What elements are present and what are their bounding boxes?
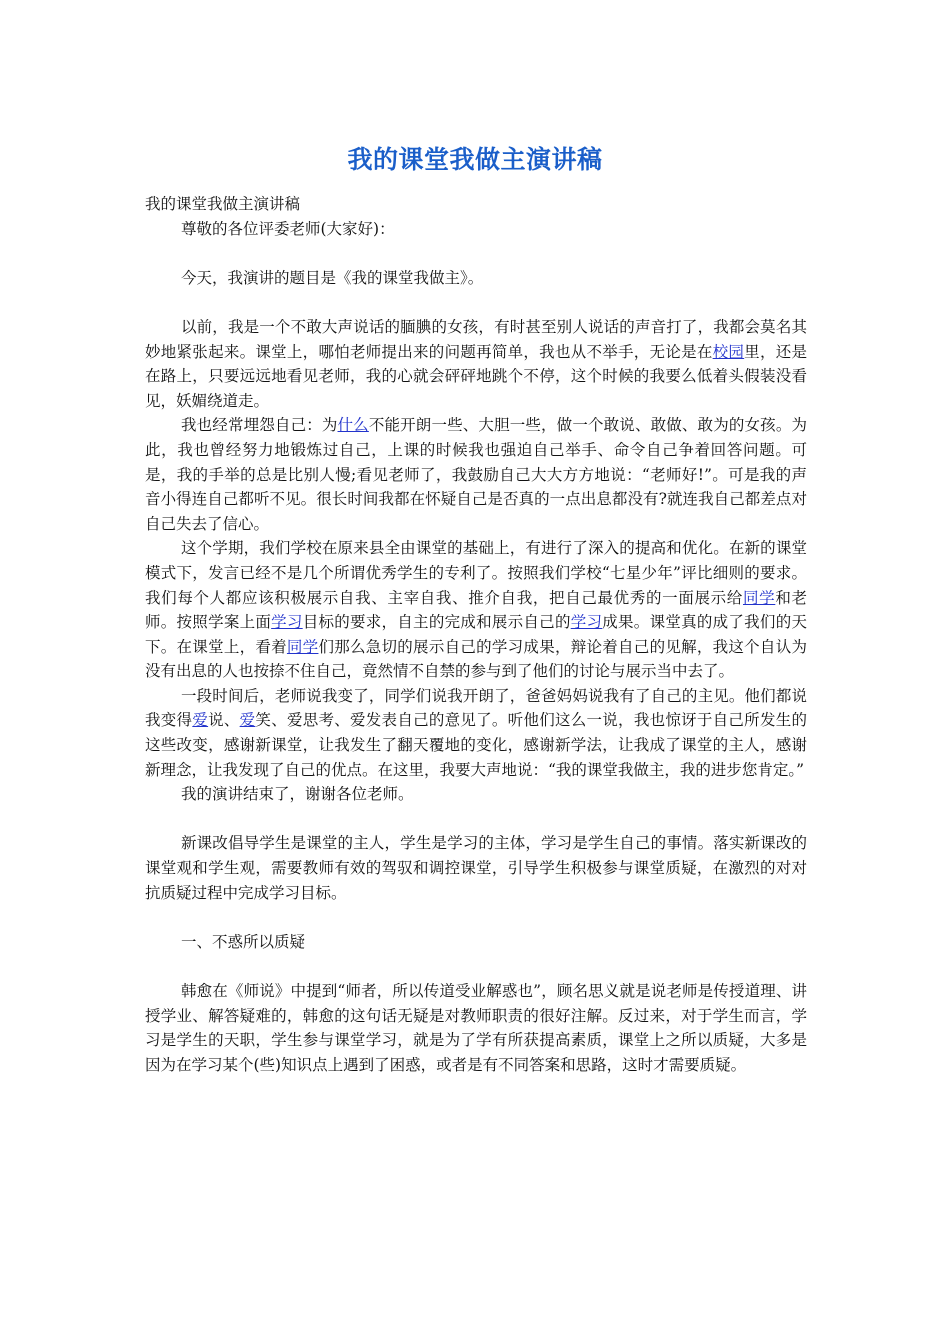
link-love[interactable]: 爱 xyxy=(192,711,209,730)
paragraph-text: 里，还是在路上，只要远远地看见老师，我的心就会砰砰地跳个不停，这个时候的我要么低着头假装没看见，妖媚绕道走。 xyxy=(145,342,807,410)
paragraph-text: 笑、爱思考、爱发表自己的意见了。听他们这么一说，我也惊讶于自己所发生的这些改变，感谢新课堂，让我发生了翻天覆地的变化，感谢新学法，让我成了课堂的主人，感谢新理念，让我发现了自己的优点。在这里，我要大声地说：“我的课堂我做主，我的进步您肯定。” xyxy=(145,711,807,779)
paragraph-text: 说、 xyxy=(208,711,240,730)
paragraph-change xyxy=(145,684,807,782)
paragraph-text: 不能开朗一些、大胆一些，做一个敢说、敢做、敢为的女孩。为此，我也曾经努力地锻炼过自己，上课的时候我也强迫自己举手、命令自己争着回答问题。可是，我的手举的总是比别人慢;看见老师了，我鼓励自己大大方方地说：“老师好!”。可是我的声音小得连自己都听不见。很长时间我都在怀疑自己是否真的一点出息都没有?就连我自己都差点对自己失去了信心。 xyxy=(145,416,807,533)
paragraph-text: 以前，我是一个不敢大声说话的腼腆的女孩，有时甚至别人说话的声音打了，我都会莫名其妙地紧张起来。课堂上，哪怕老师提出来的问题再简单，我也从不举手，无论是在 xyxy=(145,317,807,361)
blank-line xyxy=(145,241,807,266)
paragraph-greeting: 尊敬的各位评委老师(大家好)： xyxy=(181,219,395,238)
link-classmates[interactable]: 同学 xyxy=(286,637,319,656)
blank-line xyxy=(145,807,807,832)
paragraph-text: 这个学期，我们学校在原来县全由课堂的基础上，有进行了深入的提高和优化。在新的课堂模式下，发言已经不是几个所谓优秀学生的专利了。按照我们学校“七星少年”评比细则的要求。我们每个人都应该积极展示自我、主宰自我、推介自我，把自己最优秀的一面展示给 xyxy=(145,539,807,607)
paragraph-text: 一段时间后，老师说我变了，同学们说我开朗了，爸爸妈妈说我有了自己的主见。他们都说我变得 xyxy=(145,686,807,730)
paragraph-closing: 我的演讲结束了，谢谢各位老师。 xyxy=(181,785,414,804)
link-study[interactable]: 学习 xyxy=(570,613,603,632)
paragraph-text: 目标的要求，自主的完成和展示自己的 xyxy=(302,613,571,632)
paragraph-hanyu: 韩愈在《师说》中提到“师者，所以传道受业解惑也”，顾名思义就是说老师是传授道理、讲授学业、解答疑难的，韩愈的这句话无疑是对教师职责的很好注解。反过来，对于学生而言，学习是学生的天职，学生参与课堂学习，就是为了学有所获提高素质，课堂上之所以质疑，大多是因为在学习某个(些)知识点上遇到了困惑，或者是有不同答案和思路，这时才需要质疑。 xyxy=(145,982,807,1074)
paragraph-semester xyxy=(145,536,807,684)
link-campus[interactable]: 校园 xyxy=(712,342,745,361)
paragraph-heading: 我的课堂我做主演讲稿 xyxy=(145,195,301,213)
blank-line xyxy=(145,905,807,930)
paragraph-text: 们那么急切的展示自己的学习成果，辩论着自己的见解，我这个自认为没有出息的人也按捺不住自己，竟然情不自禁的参与到了他们的讨论与展示当中去了。 xyxy=(145,637,807,681)
paragraph-reform: 新课改倡导学生是课堂的主人，学生是学习的主体，学习是学生自己的事情。落实新课改的课堂观和学生观，需要教师有效的驾驭和调控课堂，引导学生积极参与课堂质疑，在激烈的对对抗质疑过程中完成学习目标。 xyxy=(145,834,807,902)
paragraph-topic: 今天，我演讲的题目是《我的课堂我做主》。 xyxy=(181,268,484,287)
link-what[interactable]: 什么 xyxy=(337,416,369,435)
paragraph-complaint xyxy=(145,413,807,536)
link-classmates[interactable]: 同学 xyxy=(742,588,776,607)
paragraph-text: 成果。课堂真的成了我们的天下。在课堂上，看着 xyxy=(145,613,807,656)
paragraph-text: 和老师。按照学案上面 xyxy=(145,588,807,632)
paragraph-text: 我也经常埋怨自己：为 xyxy=(181,416,338,435)
section-heading: 一、不惑所以质疑 xyxy=(181,932,306,951)
document-body xyxy=(145,192,807,1077)
link-study[interactable]: 学习 xyxy=(271,613,303,632)
blank-line xyxy=(145,954,807,979)
document-title: 我的课堂我做主演讲稿 xyxy=(347,145,603,174)
paragraph-past xyxy=(145,315,807,413)
link-love[interactable]: 爱 xyxy=(239,711,256,730)
blank-line xyxy=(145,290,807,315)
